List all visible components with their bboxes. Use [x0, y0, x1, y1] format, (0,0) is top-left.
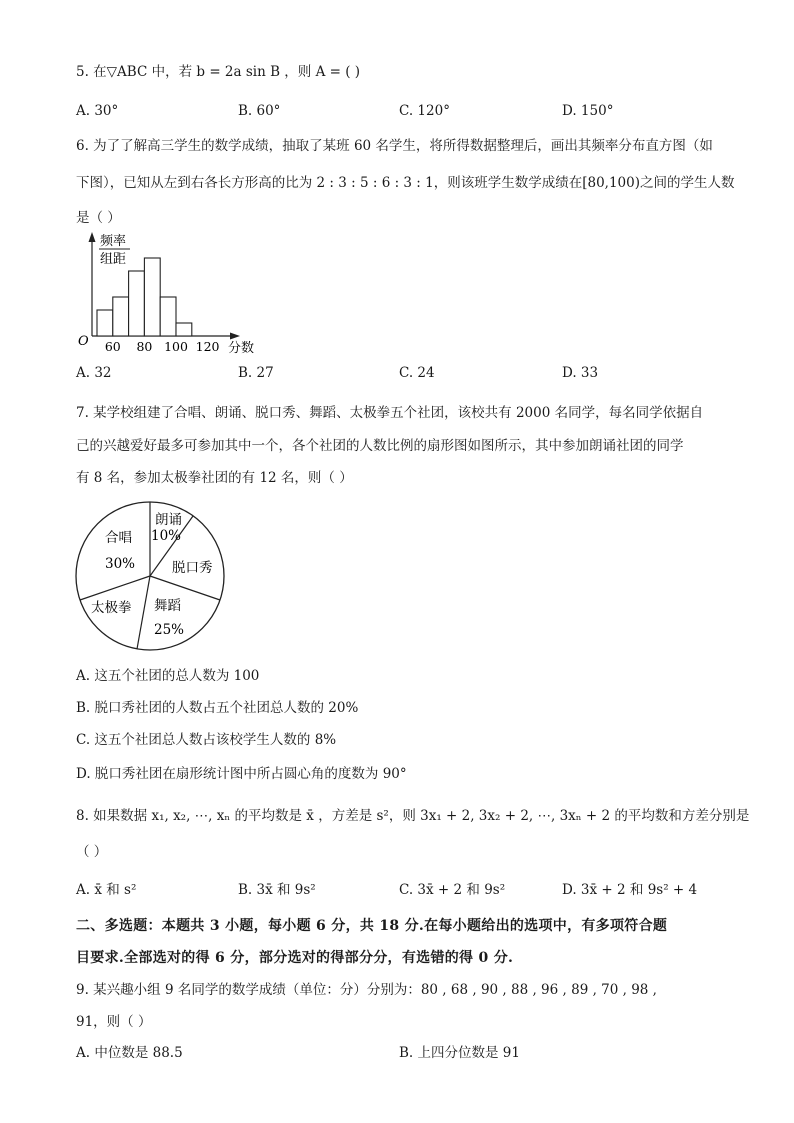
q6-option-d: D. 33 [562, 365, 599, 381]
q5-option-d: D. 150° [562, 103, 614, 119]
q7-stem-line2: 己的兴越爱好最多可参加其中一个，各个社团的人数比例的扇形图如图所示，其中参加朗诵社团的同学 [76, 438, 684, 454]
pie-label-langsong: 朗诵 [155, 512, 182, 528]
q8-stem-line1: 8. 如果数据 x₁, x₂, ⋯, xₙ 的平均数是 x̄ ，方差是 s²，则 3x₁ + 2, 3x₂ + 2, ⋯, 3xₙ + 2 的平均数和方差分别是 [76, 808, 750, 824]
q9-option-b: B. 上四分位数是 91 [399, 1045, 520, 1061]
q5-option-a: A. 30° [76, 103, 119, 119]
hist-bar [97, 310, 113, 336]
q7-stem-line3: 有 8 名，参加太极拳社团的有 12 名，则（ ） [76, 470, 353, 486]
q8-stem-line2: （ ） [76, 844, 108, 860]
q7-option-c: C. 这五个社团总人数占该校学生人数的 8% [76, 732, 337, 748]
pie-pct-langsong: 10% [151, 528, 182, 544]
q6-stem-line3: 是（ ） [76, 210, 121, 226]
hist-xlabel: 分数 [228, 341, 255, 356]
q8-option-d: D. 3x̄ + 2 和 9s² + 4 [562, 882, 698, 898]
section2-heading-line2: 目要求.全部选对的得 6 分，部分选对的得部分分，有选错的得 0 分. [76, 950, 514, 966]
hist-y-axis-arrow [89, 232, 96, 242]
hist-tick-label: 100 [164, 339, 188, 354]
hist-bar [176, 323, 192, 336]
hist-bar [113, 297, 129, 336]
pie-label-tuokouxiu: 脱口秀 [172, 560, 213, 576]
q7-option-a: A. 这五个社团的总人数为 100 [76, 668, 260, 684]
q8-option-a: A. x̄ 和 s² [76, 882, 137, 898]
pie-label-taijiquan: 太极拳 [91, 600, 132, 616]
hist-origin-label: O [78, 334, 89, 349]
q7-option-d: D. 脱口秀社团在扇形统计图中所占圆心角的度数为 90° [76, 766, 407, 782]
q6-option-a: A. 32 [76, 365, 112, 381]
hist-bar [160, 297, 176, 336]
q5-option-c: C. 120° [399, 103, 450, 119]
q8-option-c: C. 3x̄ + 2 和 9s² [399, 882, 506, 898]
frequency-histogram [70, 228, 260, 360]
pie-pct-wudao: 25% [154, 622, 185, 638]
club-pie-chart [70, 496, 230, 656]
q6-stem-line1: 6. 为了了解高三学生的数学成绩，抽取了某班 60 名学生，将所得数据整理后，画出其频率分布直方图（如 [76, 138, 713, 154]
pie-pct-hechang: 30% [105, 556, 136, 572]
hist-tick-label: 120 [195, 339, 220, 354]
hist-x-axis-arrow [230, 333, 240, 340]
hist-bar [129, 271, 145, 336]
hist-ylabel-denominator: 组距 [100, 252, 127, 267]
pie-label-wudao: 舞蹈 [154, 598, 181, 614]
q7-stem-line1: 7. 某学校组建了合唱、朗诵、脱口秀、舞蹈、太极拳五个社团，该校共有 2000 名同学，每名同学依据自 [76, 405, 704, 421]
q9-stem-line2: 91，则（ ） [76, 1014, 152, 1030]
q8-option-b: B. 3x̄ 和 9s² [238, 882, 316, 898]
q5-option-b: B. 60° [238, 103, 281, 119]
hist-ylabel-numerator: 频率 [100, 234, 127, 249]
q9-option-a: A. 中位数是 88.5 [76, 1045, 183, 1061]
section2-heading-line1: 二、多选题：本题共 3 小题，每小题 6 分，共 18 分.在每小题给出的选项中，有多项符合题 [76, 918, 668, 934]
q6-option-c: C. 24 [399, 365, 435, 381]
q6-stem-line2: 下图），已知从左到右各长方形高的比为 2 : 3 : 5 : 6 : 3 : 1，则该班学生数学成绩在[80,100)之间的学生人数 [76, 175, 735, 191]
q9-stem-line1: 9. 某兴趣小组 9 名同学的数学成绩（单位：分）分别为：80 , 68 , 90 , 88 , 96 , 89 , 70 , 98 , [76, 982, 657, 998]
q6-option-b: B. 27 [238, 365, 274, 381]
hist-tick-label: 80 [136, 339, 153, 354]
q7-option-b: B. 脱口秀社团的人数占五个社团总人数的 20% [76, 700, 359, 716]
q5-stem: 5. 在▽ABC 中，若 b = 2a sin B ，则 A = ( ) [76, 64, 361, 80]
pie-label-hechang: 合唱 [105, 530, 132, 546]
hist-tick-label: 60 [104, 339, 121, 354]
hist-bar [144, 258, 160, 336]
